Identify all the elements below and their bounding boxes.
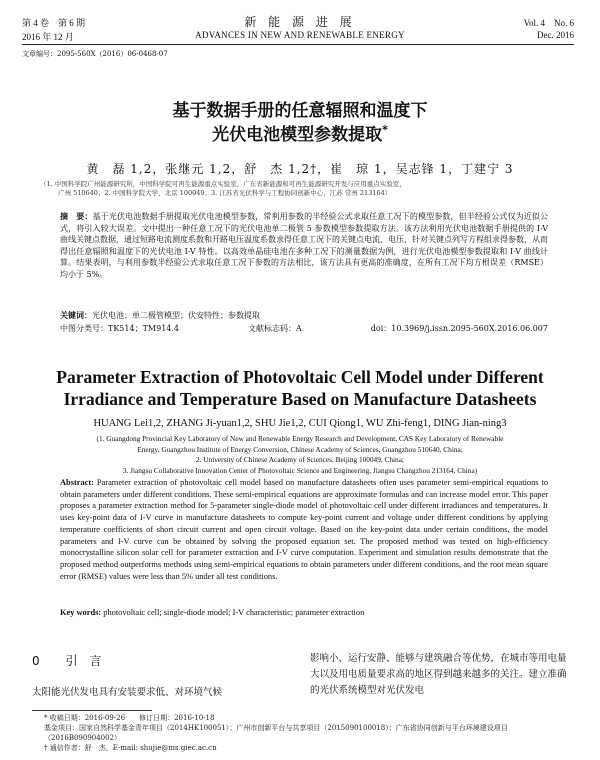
title-footnote-mark: *: [382, 123, 388, 137]
abstract-en-label: Abstract:: [60, 478, 94, 487]
article-number: 文章编号：2095-560X（2016）06-0468-07: [22, 50, 168, 58]
affiliation-en-line2: Energy, Guangzhou Institute of Energy Conversion, Chinese Academy of Sciences, Guangzhou 510640, China;: [137, 444, 463, 454]
footnote-rule: [32, 710, 152, 711]
keywords-cn: [60, 310, 548, 321]
journal-volume-en: Vol. 4 No. 6: [523, 18, 574, 28]
abstract-cn-text: 基于光伏电池数据手册提取光伏电池模型参数，常利用参数的半经验公式求取任意工况下的模型参数，但半经验公式仅为近似公式，将引入较大误差。文中提出一种任意工况下的光伏电池单二极管 5 参数模型参数提取方法。该方法利用光伏电池数据手册提供的 I-V 曲线关键点数据，通过短路电流测度系数和开路电压温度系数求得任意工况下的关键点电流、电压，针对关键点列写方程组求得参数，从而得出任意辐照和温度下的光伏电池 I-V 特性。以高效单晶硅电池在多种工况下的测量数据为例，进行光伏电池模型参数提取和 I-V 曲线计算。结果表明，与利用参数半经验公式求取任意工况下参数的方法相比，该方法具有更高的准确度，在所有工况下均方根误差（RMSE）均小于 5%。: [60, 212, 548, 279]
keywords-en: [60, 608, 548, 617]
journal-name-cn: 新 能 源 进 展: [244, 15, 356, 29]
section-title: 引 言: [65, 654, 102, 668]
intro-right-column: 影响小、运行安静、能够与建筑融合等优势，在城市等用电量大以及用电质量要求高的地区得到越来越多的关注。建立准确的光伏系统模型对光伏发电: [310, 653, 567, 696]
paper-title-en-line1: Parameter Extraction of Photovoltaic Cell Model under Different: [56, 367, 544, 387]
keywords-en-text: photovoltaic cell; single-diode model; I-V characteristic; parameter extraction: [103, 608, 365, 617]
intro-left-column: 太阳能光伏发电具有安装要求低、对环境气候: [32, 687, 223, 698]
footnote-received: * 收稿日期：2016-09-26 修订日期：2016-10-18: [44, 714, 215, 722]
abstract-en: [60, 477, 548, 582]
document-code: 文献标志码：A: [248, 324, 302, 333]
keywords-cn-text: 光伏电池；单二极管模型；伏安特性；参数提取: [92, 311, 260, 320]
affiliation-cn-line1: （1. 中国科学院广州能源研究所，中国科学院可再生能源重点实验室，广东省新能源和可再生能源研究开发与应用重点实验室，: [40, 180, 406, 188]
paper-title-cn-text: 光伏电池模型参数提取: [212, 125, 383, 145]
paper-title-en: [0, 366, 600, 410]
paper-title-en-line2: Irradiance and Temperature Based on Manufacture Datasheets: [63, 389, 537, 409]
authors-cn: 黄 磊 1,2，张继元 1,2，舒 杰 1,2†，崔 琼 1，吴志锋 1，丁建宁 3: [86, 162, 514, 176]
section-heading-intro: [32, 652, 101, 669]
affiliation-en-line1: (1. Guangdong Provincial Key Laboratory of New and Renewable Energy Research and Development, CAS Key Laboratory of Renewable: [96, 434, 504, 443]
abstract-cn-label: 摘 要：: [60, 211, 93, 221]
footnote-funding: 基金项目：国家自然科学基金青年项目（2014HK100051）；广州市创新平台与共享项目（2015090100018）；广东省协同创新与平台环境建设项目（2016B090904002）: [44, 724, 508, 742]
keywords-cn-label: 关键词：: [60, 310, 92, 320]
journal-volume: 第 4 卷 第 6 期: [22, 18, 86, 28]
classification-row: [60, 323, 548, 334]
journal-date-en: Dec. 2016: [537, 30, 574, 40]
authors-en: HUANG Lei1,2, ZHANG Ji-yuan1,2, SHU Jie1,2, CUI Qiong1, WU Zhi-feng1, DING Jian-ning3: [93, 418, 507, 429]
affiliation-en: [40, 434, 560, 476]
affiliation-en-line3: 2. University of Chinese Academy of Sciences, Beijing 100049, China;: [196, 455, 404, 464]
paper-title-cn-line1: 基于数据手册的任意辐照和温度下: [172, 101, 428, 121]
affiliation-cn-line2: 广州 510640；2. 中国科学院大学，北京 100049；3. 江苏省光伏科学与工程协同创新中心，江苏 常州 213164）: [58, 189, 392, 197]
affiliation-en-line4: 3. Jiangsu Collaborative Innovation Center of Photovoltaic Science and Engineering, Jiangsu Changzhou 213164, China): [122, 465, 478, 475]
keywords-en-label: Key words:: [60, 608, 102, 617]
paper-title-cn-line2: [0, 120, 600, 145]
doi: doi：10.3969/j.issn.2095-560X.2016.06.007: [370, 324, 548, 333]
footnotes: [44, 713, 574, 753]
header-rule: [22, 44, 574, 45]
journal-date-cn: 2016 年 12 月: [22, 32, 74, 42]
classification-number: 中图分类号：TK514；TM914.4: [60, 324, 180, 333]
journal-name-en: ADVANCES IN NEW AND RENEWABLE ENERGY: [195, 30, 405, 40]
section-number: 0: [32, 654, 40, 668]
abstract-cn: [60, 211, 548, 280]
abstract-en-text: Parameter extraction of photovoltaic cell model based on manufacture datasheets often uses parameter semi-empirical equations to obtain parameters under different conditions. These semi-empirical equations are approximate formulas and can increase model error. This paper proposes a parameter extraction method for 5-parameter single-diode model of photovoltaic cell under different irradiances and temperatures. It uses key-point data of I-V curve in manufacture datasheets to compute key-point current and voltage under different conditions by applying temperature coefficients of short circuit current and open circuit voltage. Based on the key-point data under certain conditions, the model parameters and I-V curve can be obtained by solving the proposed equation set. The proposed method was tested on high-efficiency monocrystalline silicon solar cell for parameter extraction and I-V curve computation. Experiment and simulation results demonstrate that the proposed method outperforms methods using semi-empirical equations to obtain parameters under different conditions, and the root mean square error (RMSE) values were less than 5% under all test conditions.: [60, 478, 549, 581]
footnote-author: † 通信作者：舒 杰，E-mail: shujie@ms.giec.ac.cn: [44, 744, 217, 752]
affiliation-cn: [40, 180, 560, 198]
